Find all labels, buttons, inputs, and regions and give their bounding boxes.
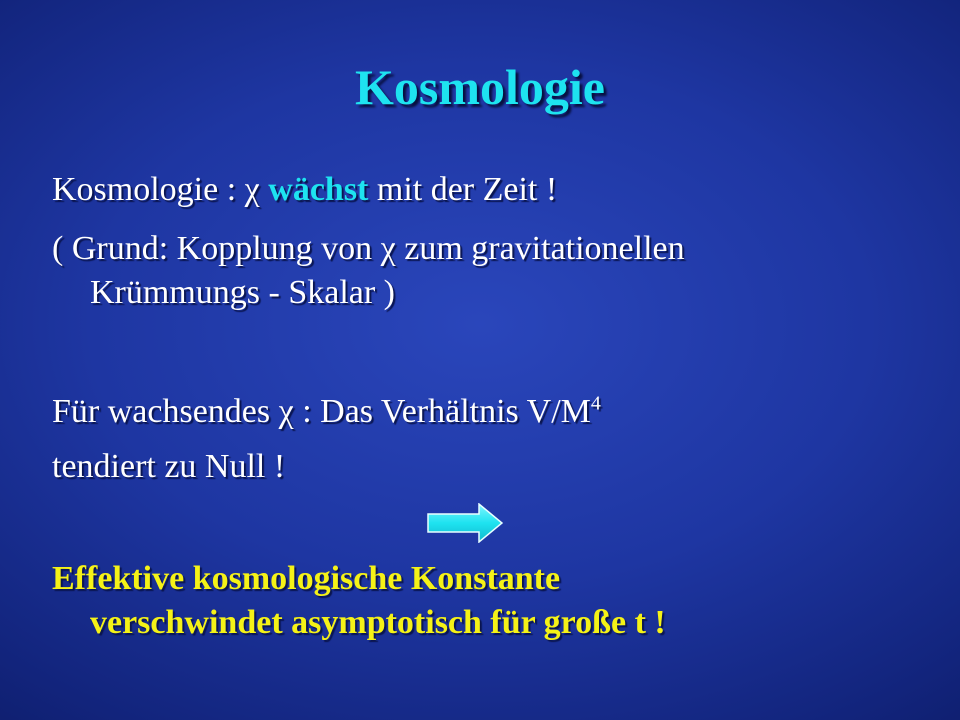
slide-title: Kosmologie [355, 59, 605, 115]
statement-prefix: Kosmologie : χ [52, 171, 269, 208]
conclusion-line-continued: verschwindet asymptotisch für große t ! [90, 604, 666, 641]
right-arrow-icon [427, 503, 503, 543]
statement-highlight: wächst [268, 171, 369, 208]
ratio-line [52, 393, 601, 431]
conclusion-line: Effektive kosmologische Konstante [52, 560, 561, 597]
reason-line: ( Grund: Kopplung von χ zum gravitationellen [52, 230, 685, 267]
ratio-exponent: 4 [590, 392, 601, 415]
statement-suffix: mit der Zeit ! [368, 171, 558, 208]
tendency-line: tendiert zu Null ! [52, 448, 286, 485]
reason-line-continued: Krümmungs - Skalar ) [90, 274, 396, 311]
statement-line [52, 171, 557, 209]
ratio-text: Für wachsendes χ : Das Verhältnis V/M [52, 393, 591, 430]
